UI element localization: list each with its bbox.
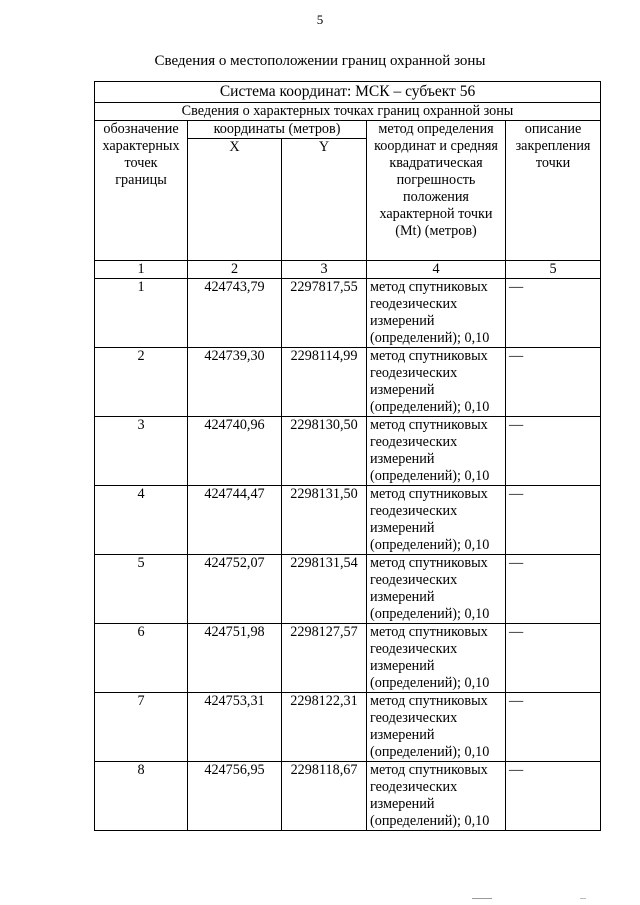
- header-description: описание закрепления точки: [506, 121, 601, 261]
- table-row: [95, 486, 601, 555]
- x-coordinate-cell: 424752,07: [188, 555, 282, 624]
- description-cell: —: [506, 348, 601, 417]
- method-cell: метод спутниковых геодезических измерений (определений); 0,10: [367, 486, 506, 555]
- header-y: Y: [282, 139, 367, 261]
- method-cell: метод спутниковых геодезических измерений (определений); 0,10: [367, 624, 506, 693]
- column-number: 5: [506, 261, 601, 279]
- description-cell: —: [506, 624, 601, 693]
- column-number-row: [95, 261, 601, 279]
- x-coordinate-cell: 424753,31: [188, 693, 282, 762]
- x-coordinate-cell: 424751,98: [188, 624, 282, 693]
- footer-mark: [580, 898, 586, 899]
- column-number: 1: [95, 261, 188, 279]
- description-cell: —: [506, 486, 601, 555]
- x-coordinate-cell: 424744,47: [188, 486, 282, 555]
- method-cell: метод спутниковых геодезических измерений (определений); 0,10: [367, 417, 506, 486]
- boundary-points-table: [94, 81, 601, 831]
- header-row: [95, 121, 601, 139]
- method-cell: метод спутниковых геодезических измерений (определений); 0,10: [367, 279, 506, 348]
- header-designation: обозначение характерных точек границы: [95, 121, 188, 261]
- y-coordinate-cell: 2298130,50: [282, 417, 367, 486]
- page-number: 5: [316, 12, 324, 27]
- table-row: [95, 348, 601, 417]
- header-x: X: [188, 139, 282, 261]
- description-cell: —: [506, 417, 601, 486]
- description-cell: —: [506, 762, 601, 831]
- description-cell: —: [506, 279, 601, 348]
- column-number: 3: [282, 261, 367, 279]
- section-title-row: [95, 103, 601, 121]
- table-row: [95, 762, 601, 831]
- table-row: [95, 693, 601, 762]
- footer-mark: [472, 898, 492, 899]
- y-coordinate-cell: 2298131,54: [282, 555, 367, 624]
- point-id-cell: 7: [95, 693, 188, 762]
- point-id-cell: 3: [95, 417, 188, 486]
- table-row: [95, 417, 601, 486]
- method-cell: метод спутниковых геодезических измерений (определений); 0,10: [367, 348, 506, 417]
- point-id-cell: 2: [95, 348, 188, 417]
- document-title: Сведения о местоположении границ охранной зоны: [154, 53, 486, 69]
- section-title-cell: Сведения о характерных точках границ охранной зоны: [95, 103, 601, 121]
- header-method: метод определения координат и средняя квадратическая погрешность положения характерной точки (Mt) (метров): [367, 121, 506, 261]
- table-row: [95, 555, 601, 624]
- y-coordinate-cell: 2298114,99: [282, 348, 367, 417]
- column-number: 4: [367, 261, 506, 279]
- point-id-cell: 8: [95, 762, 188, 831]
- table-row: [95, 279, 601, 348]
- point-id-cell: 6: [95, 624, 188, 693]
- x-coordinate-cell: 424756,95: [188, 762, 282, 831]
- coordinate-system-cell: Система координат: МСК – субъект 56: [95, 82, 601, 103]
- x-coordinate-cell: 424739,30: [188, 348, 282, 417]
- method-cell: метод спутниковых геодезических измерений (определений); 0,10: [367, 555, 506, 624]
- column-number: 2: [188, 261, 282, 279]
- y-coordinate-cell: 2298118,67: [282, 762, 367, 831]
- method-cell: метод спутниковых геодезических измерений (определений); 0,10: [367, 762, 506, 831]
- header-coordinates: координаты (метров): [188, 121, 367, 139]
- description-cell: —: [506, 693, 601, 762]
- y-coordinate-cell: 2298122,31: [282, 693, 367, 762]
- description-cell: —: [506, 555, 601, 624]
- y-coordinate-cell: 2298131,50: [282, 486, 367, 555]
- method-cell: метод спутниковых геодезических измерений (определений); 0,10: [367, 693, 506, 762]
- y-coordinate-cell: 2298127,57: [282, 624, 367, 693]
- x-coordinate-cell: 424740,96: [188, 417, 282, 486]
- y-coordinate-cell: 2297817,55: [282, 279, 367, 348]
- table-row: [95, 624, 601, 693]
- coordinate-system-row: [95, 82, 601, 103]
- point-id-cell: 5: [95, 555, 188, 624]
- point-id-cell: 4: [95, 486, 188, 555]
- point-id-cell: 1: [95, 279, 188, 348]
- x-coordinate-cell: 424743,79: [188, 279, 282, 348]
